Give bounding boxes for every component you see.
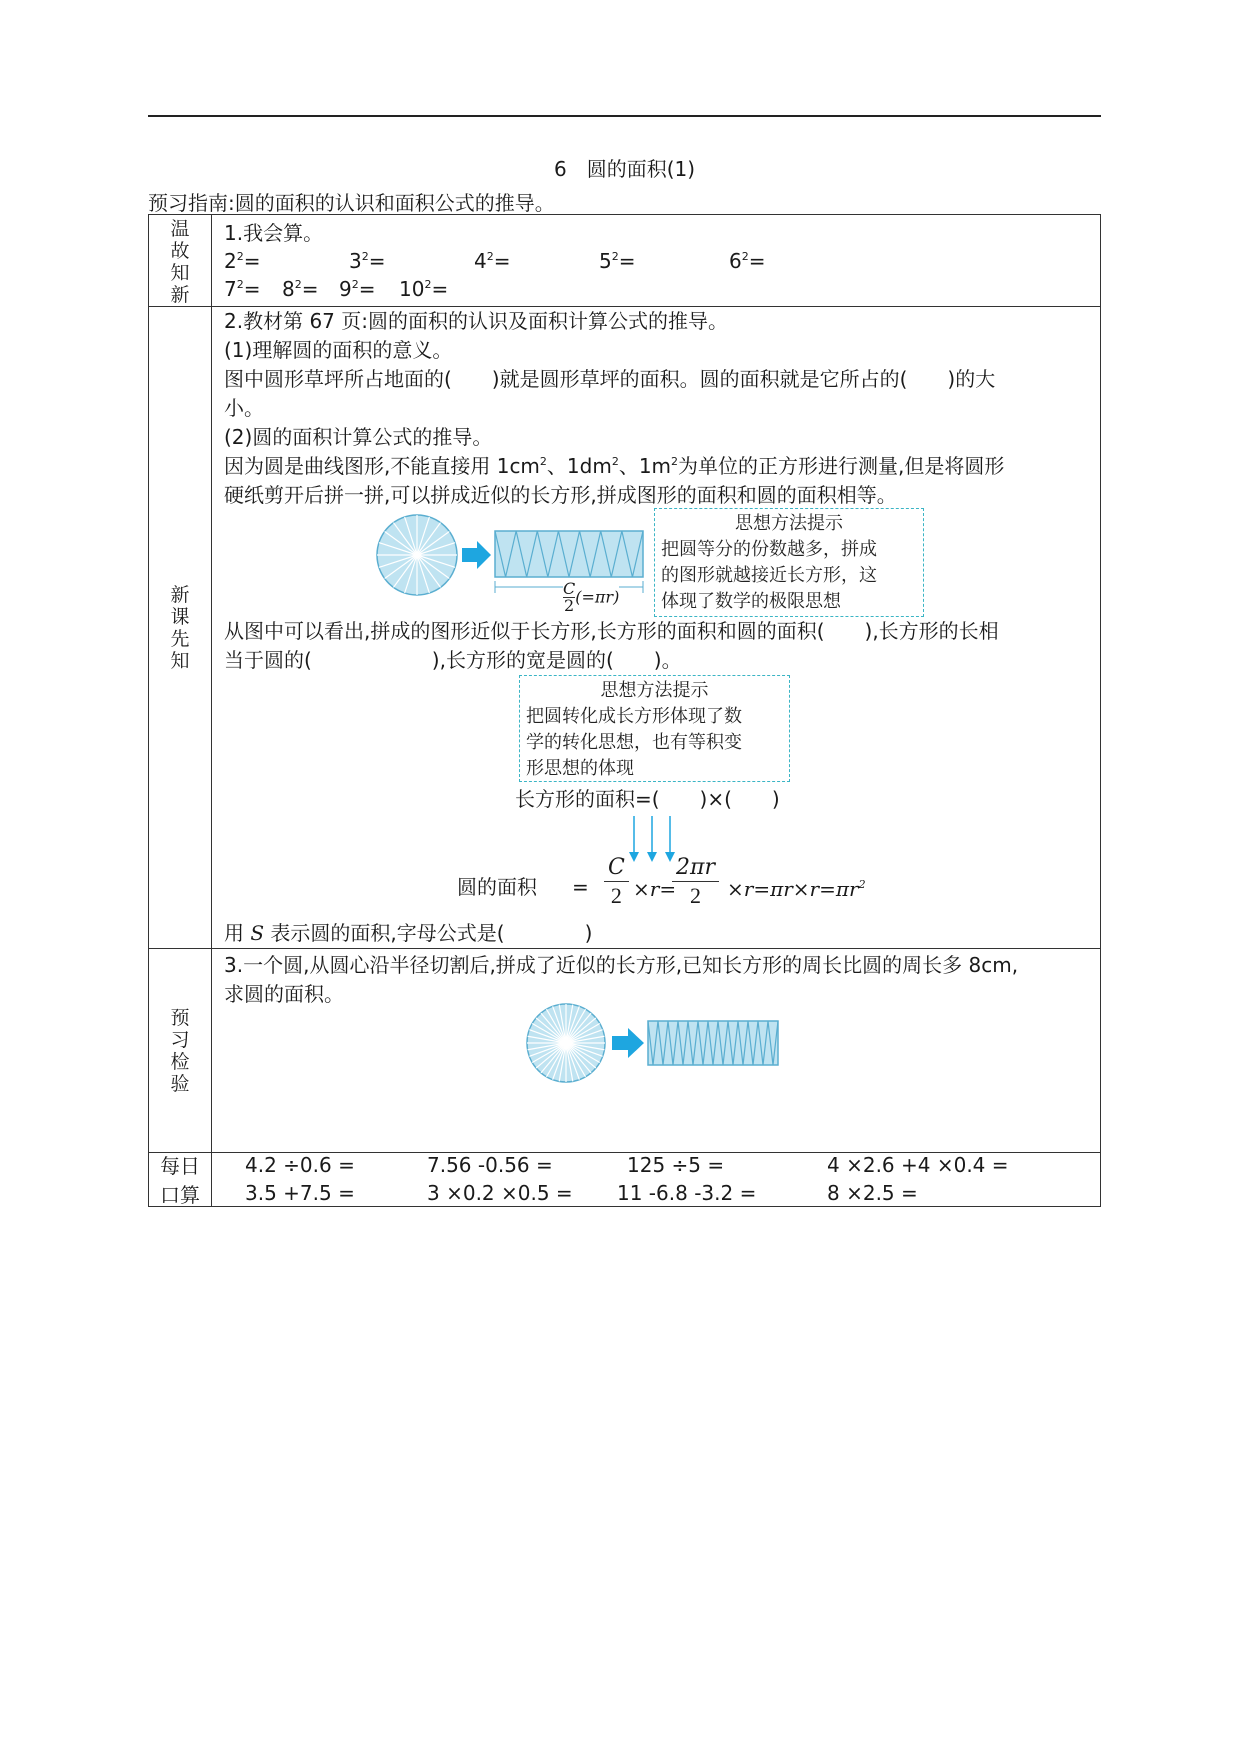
label-column-divider — [211, 215, 212, 1206]
mental-math-item: 3 ×0.2 ×0.5 = — [427, 1181, 573, 1205]
square-item: $2^2=$ — [224, 249, 261, 273]
mental-math-item: 7.56 -0.56 = — [427, 1153, 553, 1177]
lesson-line: 当于圆的( ),长方形的宽是圆的( )。 — [224, 648, 682, 672]
mental-math-item: 4 ×2.6 +4 ×0.4 = — [827, 1153, 1009, 1177]
lesson-line: 硬纸剪开后拼一拼,可以拼成近似的长方形,拼成图形的面积和圆的面积相等。 — [224, 483, 897, 507]
square-item: $6^2=$ — [729, 249, 766, 273]
equals-sign: = — [572, 875, 589, 899]
arrow-icon — [612, 1028, 644, 1058]
square-item: $10^2=$ — [399, 277, 449, 301]
worksheet-table — [148, 214, 1101, 1207]
square-item: $5^2=$ — [599, 249, 636, 273]
lesson-line: 从图中可以看出,拼成的图形近似于长方形,长方形的面积和圆的面积( ),长方形的长相 — [224, 619, 999, 643]
mental-math-item: 4.2 ÷0.6 = — [245, 1153, 355, 1177]
lesson-line: 小。 — [224, 396, 264, 420]
mental-math-item: 8 ×2.5 = — [827, 1181, 918, 1205]
fraction-2pir-over-2: $\frac{2\pi r}{2}$ — [672, 855, 719, 910]
square-item: $4^2=$ — [474, 249, 511, 273]
review-heading: 1.我会算。 — [224, 221, 324, 245]
lesson-line: 2.教材第 67 页:圆的面积的认识及面积计算公式的推导。 — [224, 309, 728, 333]
lesson-line: 因为圆是曲线图形,不能直接用 $1cm^2$、$1dm^2$、$1m^2$为单位的正方形进行测量,但是将圆形 — [224, 454, 1005, 478]
page-title: 6 圆的面积(1) — [553, 157, 696, 181]
new-lesson-label: 新 课 先 知 — [170, 583, 190, 672]
square-item: $3^2=$ — [349, 249, 386, 273]
check-label: 预 习 检 验 — [170, 1006, 190, 1095]
letter-formula-line: 用 S 表示圆的面积,字母公式是( ) — [224, 921, 593, 945]
square-item: $8^2=$ — [282, 277, 319, 301]
thinking-hint-2: 思想方法提示 把圆转化成长方形体现了数 学的转化思想，也有等积变 形思想的体现 — [519, 675, 790, 782]
daily-label: 每日 口算 — [160, 1153, 200, 1207]
top-rule — [148, 115, 1101, 117]
lesson-line: 图中圆形草坪所占地面的( )就是圆形草坪的面积。圆的面积就是它所占的( )的大 — [224, 367, 996, 391]
arrow-icon — [462, 541, 491, 569]
check-question: 求圆的面积。 — [224, 982, 344, 1006]
square-item: $9^2=$ — [339, 277, 376, 301]
rect-length-label: $\frac{C}{2}$ (=πr) — [563, 579, 620, 615]
fraction-c-over-2: $\frac{C}{2}$ — [604, 855, 629, 910]
formula-tail: $\times r=\pi r\times r=\pi r^2$ — [727, 877, 866, 901]
rect-area-formula: 长方形的面积=( )×( ) — [515, 787, 780, 811]
lesson-line: (1)理解圆的面积的意义。 — [224, 338, 453, 362]
row-divider — [149, 948, 1100, 949]
square-item: $7^2=$ — [224, 277, 261, 301]
lesson-line: (2)圆的面积计算公式的推导。 — [224, 425, 493, 449]
circle-to-rectangle-figure-2 — [526, 1003, 796, 1093]
mental-math-item: 3.5 +7.5 = — [245, 1181, 355, 1205]
circle-area-text: 圆的面积 — [457, 875, 537, 899]
review-label: 温 故 知 新 — [170, 217, 190, 306]
formula-mid: ×r= — [633, 877, 677, 901]
mental-math-item: 11 -6.8 -3.2 = — [617, 1181, 757, 1205]
mental-math-item: 125 ÷5 = — [627, 1153, 725, 1177]
preview-guide: 预习指南:圆的面积的认识和面积公式的推导。 — [148, 191, 555, 215]
check-question: 3.一个圆,从圆心沿半径切割后,拼成了近似的长方形,已知长方形的周长比圆的周长多 8cm, — [224, 953, 1019, 977]
thinking-hint-1: 思想方法提示 把圆等分的份数越多，拼成 的图形就越接近长方形，这 体现了数学的极限思想 — [654, 508, 924, 617]
